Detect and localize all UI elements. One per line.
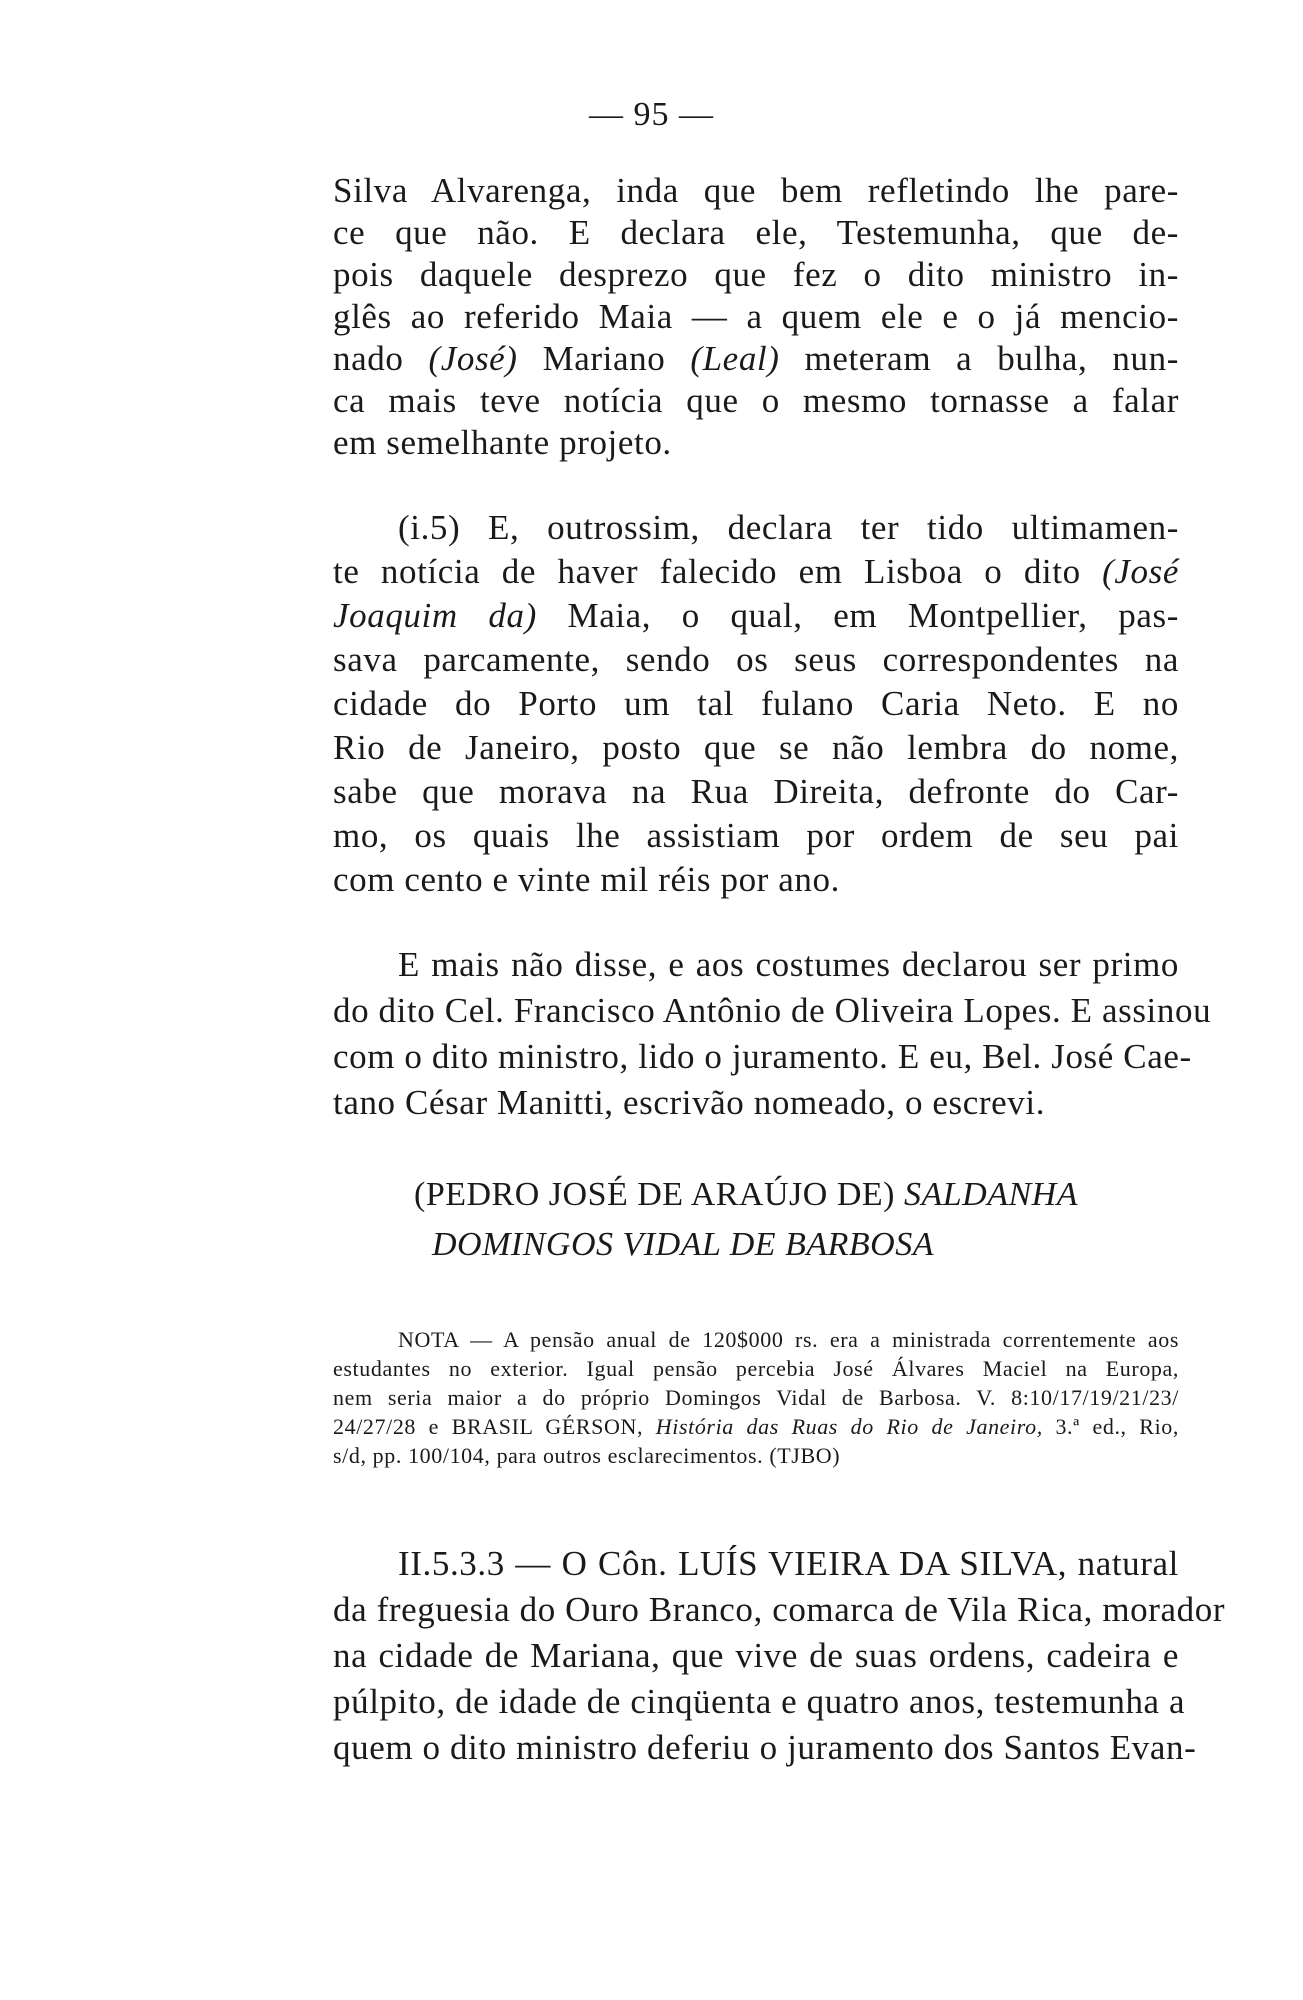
text-line: Rio de Janeiro, posto que se não lembra do nome,	[333, 728, 1179, 767]
italic-text: Joaquim da)	[333, 596, 537, 635]
text-line: II.5.3.3 — O Côn. LUÍS VIEIRA DA SILVA, natural	[398, 1544, 1179, 1583]
text-line: ca mais teve notícia que o mesmo tornasse a falar	[333, 381, 1179, 420]
text-line: ce que não. E declara ele, Testemunha, que de-	[333, 213, 1179, 252]
text-run: Mariano	[517, 339, 691, 378]
text-line: do dito Cel. Francisco Antônio de Oliveira Lopes. E assinou	[333, 991, 1212, 1030]
italic-text: (José	[1102, 552, 1179, 591]
text-run: nado	[333, 339, 429, 378]
italic-text: SALDANHA	[903, 1176, 1078, 1213]
text-line: com cento e vinte mil réis por ano.	[333, 860, 840, 899]
text-line: com o dito ministro, lido o juramento. E eu, Bel. José Cae-	[333, 1037, 1192, 1076]
italic-text: História das Ruas do Rio de Janeiro,	[655, 1414, 1043, 1439]
text-line: em semelhante projeto.	[333, 423, 672, 462]
note-line: estudantes no exterior. Igual pensão percebia José Álvares Maciel na Europa,	[333, 1356, 1179, 1381]
text-line	[333, 336, 1179, 382]
text-line: mo, os quais lhe assistiam por ordem de seu pai	[333, 816, 1179, 855]
text-line	[333, 593, 1179, 639]
text-run: 3.ª ed., Rio,	[1042, 1414, 1179, 1439]
text-line: cidade do Porto um tal fulano Caria Neto. E no	[333, 684, 1179, 723]
text-line: púlpito, de idade de cinqüenta e quatro anos, testemunha a	[333, 1682, 1186, 1721]
note-line: nem seria maior a do próprio Domingos Vidal de Barbosa. V. 8:10/17/19/21/23/	[333, 1385, 1179, 1410]
text-run: Maia, o qual, em Montpellier, pas-	[536, 596, 1179, 635]
text-run: meteram a bulha, nun-	[779, 339, 1179, 378]
note-line: s/d, pp. 100/104, para outros esclarecimentos. (TJBO)	[333, 1443, 841, 1468]
text-line: na cidade de Mariana, que vive de suas ordens, cadeira e	[333, 1636, 1179, 1675]
text-line: glês ao referido Maia — a quem ele e o já mencio-	[333, 297, 1179, 336]
text-line: pois daquele desprezo que fez o dito ministro in-	[333, 255, 1179, 294]
text-run: 24/27/28 e BRASIL GÉRSON,	[333, 1414, 656, 1439]
note-line	[333, 1413, 1179, 1441]
text-line: sabe que morava na Rua Direita, defronte do Car-	[333, 772, 1179, 811]
page-number: — 95 —	[589, 96, 714, 133]
text-line: tano César Manitti, escrivão nomeado, o escrevi.	[333, 1083, 1046, 1122]
text-line	[333, 549, 1179, 595]
text-line: E mais não disse, e aos costumes declarou ser primo	[398, 945, 1179, 984]
text-run: te notícia de haver falecido em Lisboa o dito	[333, 552, 1103, 591]
signature-line	[414, 1176, 1078, 1214]
text-line: (i.5) E, outrossim, declara ter tido ultimamen-	[398, 508, 1179, 547]
note-line: NOTA — A pensão anual de 120$000 rs. era a ministrada correntemente aos	[398, 1327, 1179, 1352]
italic-text: (Leal)	[690, 339, 780, 378]
text-line: quem o dito ministro deferiu o juramento dos Santos Evan-	[333, 1728, 1197, 1767]
text-line: da freguesia do Ouro Branco, comarca de Vila Rica, morador	[333, 1590, 1226, 1629]
text-line: Silva Alvarenga, inda que bem refletindo lhe pare-	[333, 171, 1179, 210]
text-line: sava parcamente, sendo os seus correspondentes na	[333, 640, 1179, 679]
italic-text: (José)	[428, 339, 518, 378]
signature-line: DOMINGOS VIDAL DE BARBOSA	[432, 1226, 934, 1263]
text-run: (PEDRO JOSÉ DE ARAÚJO DE)	[414, 1176, 904, 1213]
